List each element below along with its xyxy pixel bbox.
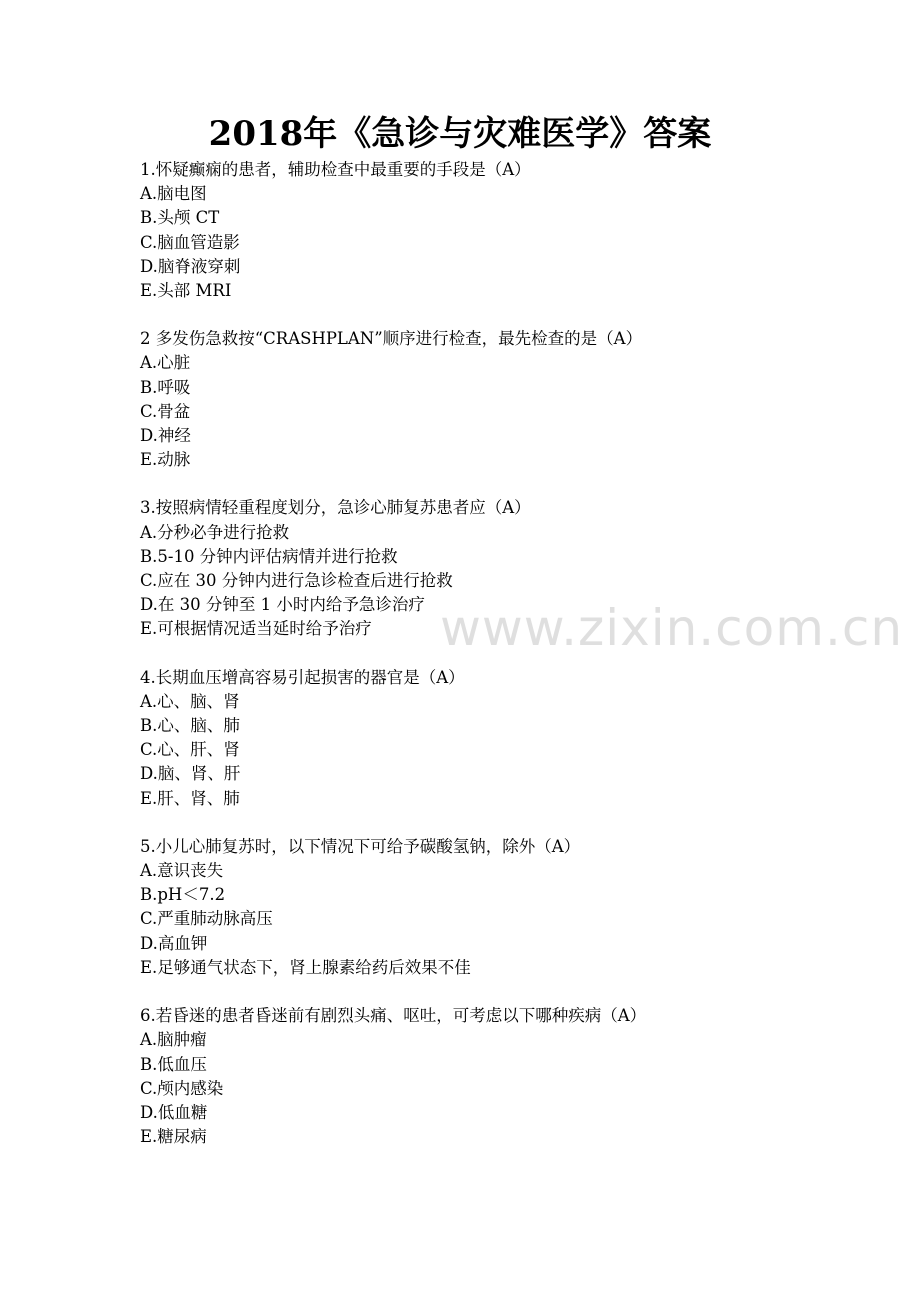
option-a: A.脑电图: [140, 184, 207, 204]
question-3: [140, 496, 840, 641]
watermark: www.zixin.com.cn: [440, 599, 904, 657]
option-b: B.5-10 分钟内评估病情并进行抢救: [140, 546, 398, 566]
question-stem: 4.长期血压增高容易引起损害的器官是（A）: [140, 667, 465, 687]
option-a: A.心脏: [140, 353, 191, 373]
option-e: E.肝、肾、肺: [140, 788, 240, 808]
option-d: D.高血钾: [140, 933, 208, 953]
question-4: [140, 666, 840, 811]
question-stem: 2 多发伤急救按“CRASHPLAN”顺序进行检查，最先检查的是（A）: [140, 329, 643, 349]
option-c: C.骨盆: [140, 401, 191, 421]
option-a: A.脑肿瘤: [140, 1030, 207, 1050]
question-2: [140, 327, 840, 472]
option-a: A.心、脑、肾: [140, 691, 240, 711]
option-e: E.动脉: [140, 450, 191, 470]
question-5: [140, 835, 840, 980]
option-b: B.呼吸: [140, 377, 191, 397]
option-b: B.头颅 CT: [140, 208, 220, 228]
question-1: [140, 158, 840, 303]
question-list: [140, 158, 840, 1173]
option-d: D.在 30 分钟至 1 小时内给予急诊治疗: [140, 595, 425, 615]
document-title: 2018年《急诊与灾难医学》答案: [208, 114, 712, 154]
option-d: D.神经: [140, 426, 191, 446]
question-6: [140, 1004, 840, 1149]
option-e: E.可根据情况适当延时给予治疗: [140, 619, 372, 639]
question-stem: 6.若昏迷的患者昏迷前有剧烈头痛、呕吐，可考虑以下哪种疾病（A）: [140, 1006, 647, 1026]
option-a: A.分秒必争进行抢救: [140, 522, 290, 542]
option-b: B.心、脑、肺: [140, 716, 240, 736]
option-c: C.颅内感染: [140, 1078, 224, 1098]
option-e: E.头部 MRI: [140, 281, 232, 301]
question-stem: 1.怀疑癫痫的患者，辅助检查中最重要的手段是（A）: [140, 160, 531, 179]
option-d: D.低血糖: [140, 1102, 208, 1122]
option-d: D.脑、肾、肝: [140, 764, 241, 784]
option-e: E.糖尿病: [140, 1127, 207, 1147]
question-stem: 3.按照病情轻重程度划分，急诊心肺复苏患者应（A）: [140, 498, 531, 518]
option-d: D.脑脊液穿刺: [140, 256, 241, 276]
option-e: E.足够通气状态下，肾上腺素给药后效果不佳: [140, 957, 471, 977]
question-stem: 5.小儿心肺复苏时，以下情况下可给予碳酸氢钠，除外（A）: [140, 836, 581, 856]
option-c: C.严重肺动脉高压: [140, 909, 273, 929]
option-a: A.意识丧失: [140, 861, 224, 881]
option-c: C.心、肝、肾: [140, 740, 240, 760]
option-b: B.pH＜7.2: [140, 885, 226, 905]
option-c: C.应在 30 分钟内进行急诊检查后进行抢救: [140, 571, 453, 591]
option-c: C.脑血管造影: [140, 232, 240, 252]
option-b: B.低血压: [140, 1054, 207, 1074]
